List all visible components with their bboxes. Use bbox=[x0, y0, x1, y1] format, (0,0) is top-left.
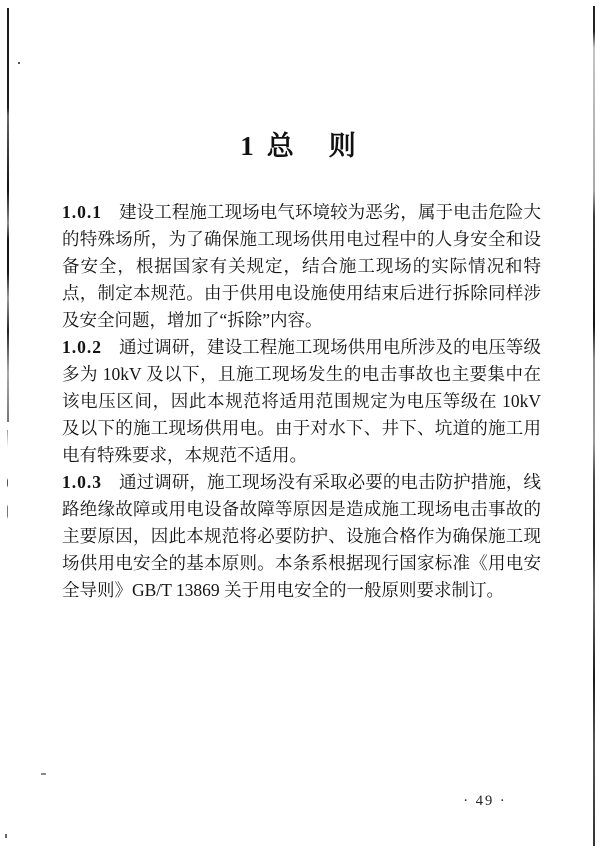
scan-edge-left-tail-artifact bbox=[7, 430, 8, 550]
clause-1-0-1 bbox=[62, 199, 541, 334]
clause-1-0-3 bbox=[62, 469, 541, 604]
clause-number: 1.0.2 bbox=[62, 337, 102, 357]
clause-text: 建设工程施工现场电气环境较为恶劣，属于电击危险大的特殊场所，为了确保施工现场供用电过程中的人身安全和设备安全，根据国家有关规定，结合施工现场的实际情况和特点，制定本规范。由于供用电设施使用结束后进行拆除同样涉及安全问题，增加了“拆除”内容。 bbox=[62, 202, 541, 330]
clause-text: 通过调研，建设工程施工现场供用电所涉及的电压等级多为 10kV 及以下，且施工现场发生的电击事故也主要集中在该电压区间，因此本规范将适用范围规定为电压等级在 10kV 及以下的施工现场供用电。由于对水下、井下、坑道的施工用电有特殊要求，本规范不适用。 bbox=[62, 337, 541, 465]
chapter-title bbox=[0, 124, 600, 163]
chapter-number: 1 bbox=[240, 131, 254, 161]
clause-1-0-2 bbox=[62, 334, 541, 469]
scan-speck bbox=[41, 773, 46, 775]
scan-speck bbox=[18, 62, 20, 64]
clause-number: 1.0.3 bbox=[62, 472, 102, 492]
chapter-name: 总 则 bbox=[266, 131, 360, 161]
clause-text: 通过调研，施工现场没有采取必要的电击防护措施，线路绝缘故障或用电设备故障等原因是造成施工现场电击事故的主要原因，因此本规范将必要防护、设施合格作为确保施工现场供用电安全的基本原则。本条系根据现行国家标准《用电安全导则》GB/T 13869 关于用电安全的一般原则要求制订。 bbox=[62, 472, 541, 600]
clause-list bbox=[62, 199, 541, 604]
scan-edge-left-artifact bbox=[7, 8, 9, 422]
scan-speck bbox=[5, 834, 7, 838]
page-number: · 49 · bbox=[463, 793, 507, 809]
clause-number: 1.0.1 bbox=[62, 202, 102, 222]
